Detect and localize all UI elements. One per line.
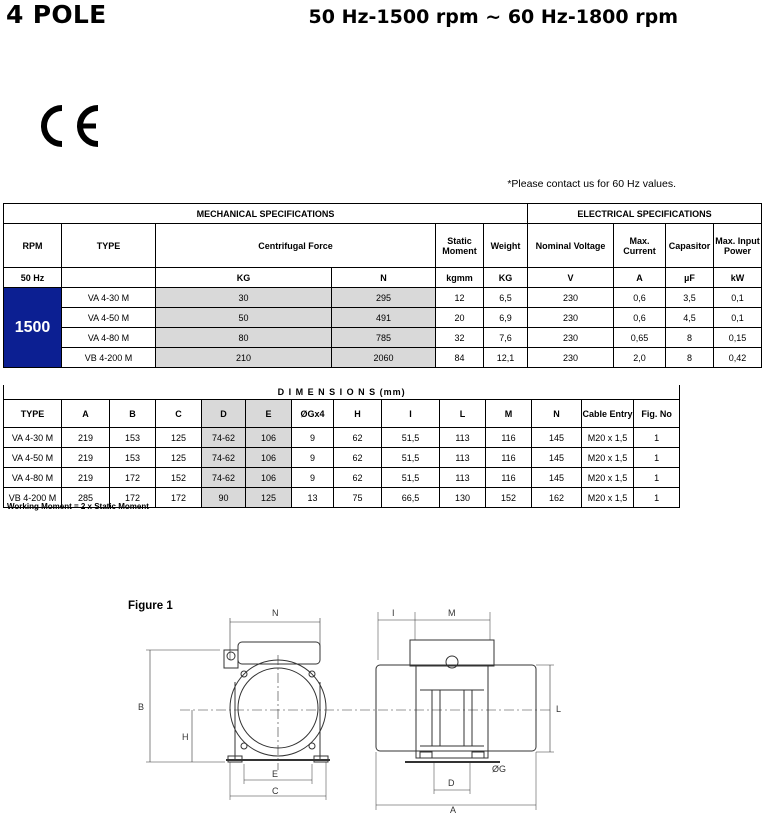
dim-label-g: ØG (492, 764, 507, 774)
cell-cap: 8 (666, 328, 714, 348)
col-static-moment: Static Moment (436, 224, 484, 268)
unit-kw: kW (714, 268, 762, 288)
dim-label-b: B (138, 702, 145, 712)
dim-cell: 1 (634, 448, 680, 468)
table-row (4, 448, 680, 468)
dim-cell: 162 (532, 488, 582, 508)
dim-cell: 62 (334, 428, 382, 448)
mech-spec-header: MECHANICAL SPECIFICATIONS (4, 204, 528, 224)
dim-label-l: L (556, 704, 562, 714)
dim-col-cable: Cable Entry (582, 400, 634, 428)
dim-cell: 1 (634, 428, 680, 448)
dim-cell: 153 (110, 428, 156, 448)
unit-kg: KG (156, 268, 332, 288)
dimensions-table (3, 385, 680, 508)
cell-current: 0,6 (614, 288, 666, 308)
dim-cell: 153 (110, 448, 156, 468)
dim-cell: 9 (292, 468, 334, 488)
dim-col-e: E (246, 400, 292, 428)
rpm-badge: 1500 (4, 288, 62, 368)
dim-col-fig: Fig. No (634, 400, 680, 428)
cell-current: 2,0 (614, 348, 666, 368)
dim-cell: 172 (156, 488, 202, 508)
dim-cell: VA 4-30 M (4, 428, 62, 448)
dim-cell: M20 x 1,5 (582, 488, 634, 508)
dim-col-type: TYPE (4, 400, 62, 428)
dim-col-n: N (532, 400, 582, 428)
cell-type: VA 4-50 M (62, 308, 156, 328)
cell-voltage: 230 (528, 308, 614, 328)
cell-power: 0,1 (714, 288, 762, 308)
dim-col-i: I (382, 400, 440, 428)
dim-cell: 1 (634, 468, 680, 488)
unit-n: N (332, 268, 436, 288)
dim-col-l: L (440, 400, 486, 428)
col-type: TYPE (62, 224, 156, 268)
dim-cell: 152 (486, 488, 532, 508)
cell-n: 785 (332, 328, 436, 348)
table-row (4, 468, 680, 488)
dim-cell: 145 (532, 448, 582, 468)
dim-cell: 172 (110, 468, 156, 488)
col-capasitor: Capasitor (666, 224, 714, 268)
dim-cell: 116 (486, 428, 532, 448)
frequency-title: 50 Hz-1500 rpm ~ 60 Hz-1800 rpm (308, 6, 678, 28)
cell-voltage: 230 (528, 328, 614, 348)
cell-voltage: 230 (528, 348, 614, 368)
dim-cell: 106 (246, 428, 292, 448)
dim-cell: 219 (62, 468, 110, 488)
dim-cell: 74-62 (202, 448, 246, 468)
dim-col-d: D (202, 400, 246, 428)
cell-n: 2060 (332, 348, 436, 368)
dim-cell: 90 (202, 488, 246, 508)
unit-kgmm: kgmm (436, 268, 484, 288)
dim-cell: 51,5 (382, 448, 440, 468)
specifications-table (3, 203, 762, 368)
cell-weight: 7,6 (484, 328, 528, 348)
dim-cell: 116 (486, 448, 532, 468)
motor-drawing (120, 600, 570, 815)
dim-cell: 152 (156, 468, 202, 488)
table-row (4, 428, 680, 448)
dim-cell: 106 (246, 468, 292, 488)
dim-cell: 130 (440, 488, 486, 508)
dim-col-c: C (156, 400, 202, 428)
dim-cell: 145 (532, 468, 582, 488)
dim-col-m: M (486, 400, 532, 428)
dim-cell: 13 (292, 488, 334, 508)
dim-col-g: ØGx4 (292, 400, 334, 428)
unit-hz: 50 Hz (4, 268, 62, 288)
dim-cell: 116 (486, 468, 532, 488)
cell-weight: 12,1 (484, 348, 528, 368)
table-row (4, 328, 762, 348)
dim-cell: 106 (246, 448, 292, 468)
cell-voltage: 230 (528, 288, 614, 308)
cell-moment: 84 (436, 348, 484, 368)
dim-label-c: C (272, 786, 279, 796)
col-weight: Weight (484, 224, 528, 268)
dim-label-h: H (182, 732, 189, 742)
col-rpm: RPM (4, 224, 62, 268)
dim-cell: M20 x 1,5 (582, 428, 634, 448)
col-nominal-voltage: Nominal Voltage (528, 224, 614, 268)
dim-cell: 74-62 (202, 468, 246, 488)
dim-col-b: B (110, 400, 156, 428)
dim-cell: 219 (62, 428, 110, 448)
dim-col-a: A (62, 400, 110, 428)
cell-type: VA 4-30 M (62, 288, 156, 308)
elec-spec-header: ELECTRICAL SPECIFICATIONS (528, 204, 762, 224)
cell-cap: 8 (666, 348, 714, 368)
cell-kg: 80 (156, 328, 332, 348)
page-title: 4 POLE (6, 0, 107, 29)
dim-label-e: E (272, 769, 279, 779)
dim-col-h: H (334, 400, 382, 428)
dim-cell: 62 (334, 448, 382, 468)
cell-n: 295 (332, 288, 436, 308)
ce-mark-icon (32, 102, 104, 150)
dim-cell: 9 (292, 428, 334, 448)
table-row (4, 288, 762, 308)
dim-cell: 74-62 (202, 428, 246, 448)
dim-cell: 113 (440, 428, 486, 448)
dim-cell: 62 (334, 468, 382, 488)
dim-cell: 125 (156, 448, 202, 468)
dim-cell: 145 (532, 428, 582, 448)
cell-weight: 6,5 (484, 288, 528, 308)
dim-cell: 51,5 (382, 428, 440, 448)
dim-cell: VA 4-80 M (4, 468, 62, 488)
dim-cell: 113 (440, 448, 486, 468)
unit-a: A (614, 268, 666, 288)
col-centrifugal-force: Centrifugal Force (156, 224, 436, 268)
cell-moment: 12 (436, 288, 484, 308)
dim-cell: VB 4-200 M (4, 488, 62, 508)
table-row (4, 348, 762, 368)
dim-cell: 113 (440, 468, 486, 488)
cell-type: VB 4-200 M (62, 348, 156, 368)
col-max-input-power: Max. Input Power (714, 224, 762, 268)
dim-cell: 125 (156, 428, 202, 448)
dim-cell: 51,5 (382, 468, 440, 488)
unit-uf: µF (666, 268, 714, 288)
dim-cell: 9 (292, 448, 334, 468)
dim-cell: 172 (110, 488, 156, 508)
cell-kg: 50 (156, 308, 332, 328)
cell-current: 0,65 (614, 328, 666, 348)
dim-cell: 75 (334, 488, 382, 508)
cell-type: VA 4-80 M (62, 328, 156, 348)
cell-power: 0,15 (714, 328, 762, 348)
dim-cell: VA 4-50 M (4, 448, 62, 468)
contact-note: *Please contact us for 60 Hz values. (507, 178, 676, 190)
table-row (4, 308, 762, 328)
working-moment-note: Working Moment = 2 x Static Moment (7, 502, 149, 511)
cell-moment: 20 (436, 308, 484, 328)
dim-cell: 66,5 (382, 488, 440, 508)
dim-cell: 219 (62, 448, 110, 468)
unit-v: V (528, 268, 614, 288)
dimensions-header: D I M E N S I O N S (mm) (4, 385, 680, 400)
dim-cell: M20 x 1,5 (582, 448, 634, 468)
dim-cell: 125 (246, 488, 292, 508)
dim-label-a: A (450, 805, 457, 815)
cell-cap: 4,5 (666, 308, 714, 328)
unit-type (62, 268, 156, 288)
cell-current: 0,6 (614, 308, 666, 328)
cell-moment: 32 (436, 328, 484, 348)
unit-weight: KG (484, 268, 528, 288)
cell-power: 0,42 (714, 348, 762, 368)
cell-kg: 210 (156, 348, 332, 368)
dim-label-n: N (272, 608, 279, 618)
cell-n: 491 (332, 308, 436, 328)
cell-kg: 30 (156, 288, 332, 308)
cell-weight: 6,9 (484, 308, 528, 328)
dim-label-m: M (448, 608, 456, 618)
dim-cell: 285 (62, 488, 110, 508)
cell-cap: 3,5 (666, 288, 714, 308)
dim-label-i: I (392, 608, 395, 618)
dim-cell: 1 (634, 488, 680, 508)
figure-label: Figure 1 (128, 600, 173, 612)
dim-cell: M20 x 1,5 (582, 468, 634, 488)
cell-power: 0,1 (714, 308, 762, 328)
dim-label-d: D (448, 778, 455, 788)
col-max-current: Max. Current (614, 224, 666, 268)
